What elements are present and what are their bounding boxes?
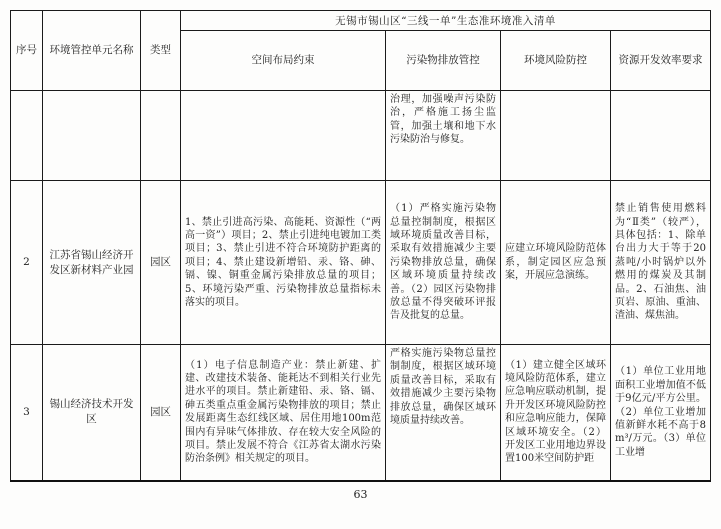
cell-seq — [11, 91, 43, 181]
cell-spatial — [181, 91, 386, 181]
cell-unit-name: 锡山经济技术开发区 — [43, 345, 141, 481]
table-row-continuation — [11, 91, 711, 181]
cell-type: 园区 — [141, 345, 181, 481]
column-header-unit-name: 环境管控单元名称 — [43, 11, 141, 91]
column-header-pollutant: 污染物排放管控 — [386, 31, 501, 91]
cell-risk — [501, 91, 611, 181]
cell-pollutant: （1）严格实施污染物总量控制制度，根据区域环境质量改善目标，采取有效措施减少主要污染物排放总量，确保区域环境质量持续改善。（2）园区污染物排放总量不得突破环评报告及批复的总量。 — [386, 181, 501, 345]
access-list-table — [10, 10, 711, 482]
column-header-spatial: 空间布局约束 — [181, 31, 386, 91]
column-header-seq: 序号 — [11, 11, 43, 91]
column-header-resource: 资源开发效率要求 — [611, 31, 711, 91]
table-row-3 — [11, 345, 711, 481]
cell-risk: （1）建立健全区域环境风险防范体系，建立应急响应联动机制，提升开发区环境风险防控和应急响应能力，保障区域环境安全。（2）开发区工业用地边界设置100米空间防护距 — [501, 345, 611, 481]
cell-resource — [611, 91, 711, 181]
page-number: 63 — [353, 488, 368, 501]
table-title-row — [11, 11, 711, 31]
cell-spatial: 1、禁止引进高污染、高能耗、资源性（“两高一资”）项目；2、禁止引进纯电镀加工类项目；3、禁止引进不符合环境防护距离的项目；4、禁止建设新增铅、汞、铬、砷、镉、镍、铜重金属污染排放总量的项目；5、环境污染严重、污染物排放总量指标未落实的项目。 — [181, 181, 386, 345]
cell-seq: 2 — [11, 181, 43, 345]
cell-pollutant: 严格实施污染物总量控制制度，根据区域环境质量改善目标，采取有效措施减少主要污染物排放总量，确保区域环境质量持续改善。 — [386, 345, 501, 481]
cell-seq: 3 — [11, 345, 43, 481]
cell-resource: （1）单位工业用地面积工业增加值不低于9亿元/平方公里。（2）单位工业增加值新鲜水耗不高于8m³/万元。（3）单位工业增 — [611, 345, 711, 481]
column-header-type: 类型 — [141, 11, 181, 91]
cell-unit-name — [43, 91, 141, 181]
table-title: 无锡市锡山区“三线一单”生态准环境准入清单 — [181, 11, 711, 31]
cell-type — [141, 91, 181, 181]
table-row-2 — [11, 181, 711, 345]
column-header-risk: 环境风险防控 — [501, 31, 611, 91]
cell-pollutant: 治理，加强噪声污染防治，严格施工扬尘监管，加强土壤和地下水污染防治与修复。 — [386, 91, 501, 181]
cell-risk: 应建立环境风险防范体系，制定园区应急预案，开展应急演练。 — [501, 181, 611, 345]
cell-unit-name: 江苏省锡山经济开发区新材料产业园 — [43, 181, 141, 345]
cell-spatial: （1）电子信息制造产业：禁止新建、扩建、改建技术装备、能耗达不到相关行业先进水平的项目。禁止新建铅、汞、铬、镉、砷五类重点重金属污染物排放的项目；禁止发展距离生态红线区域、居住用地100m范围内有异味气体排放、存在较大安全风险的项目。禁止发展不符合《江苏省太湖水污染防治条例》相关规定的项目。 — [181, 345, 386, 481]
cell-resource: 禁止销售使用燃料为“Ⅱ类”（较严），具体包括：1、除单台出力大于等于20蒸吨/小时锅炉以外燃用的煤炭及其制品。2、石油焦、油页岩、原油、重油、渣油、煤焦油。 — [611, 181, 711, 345]
cell-type: 园区 — [141, 181, 181, 345]
